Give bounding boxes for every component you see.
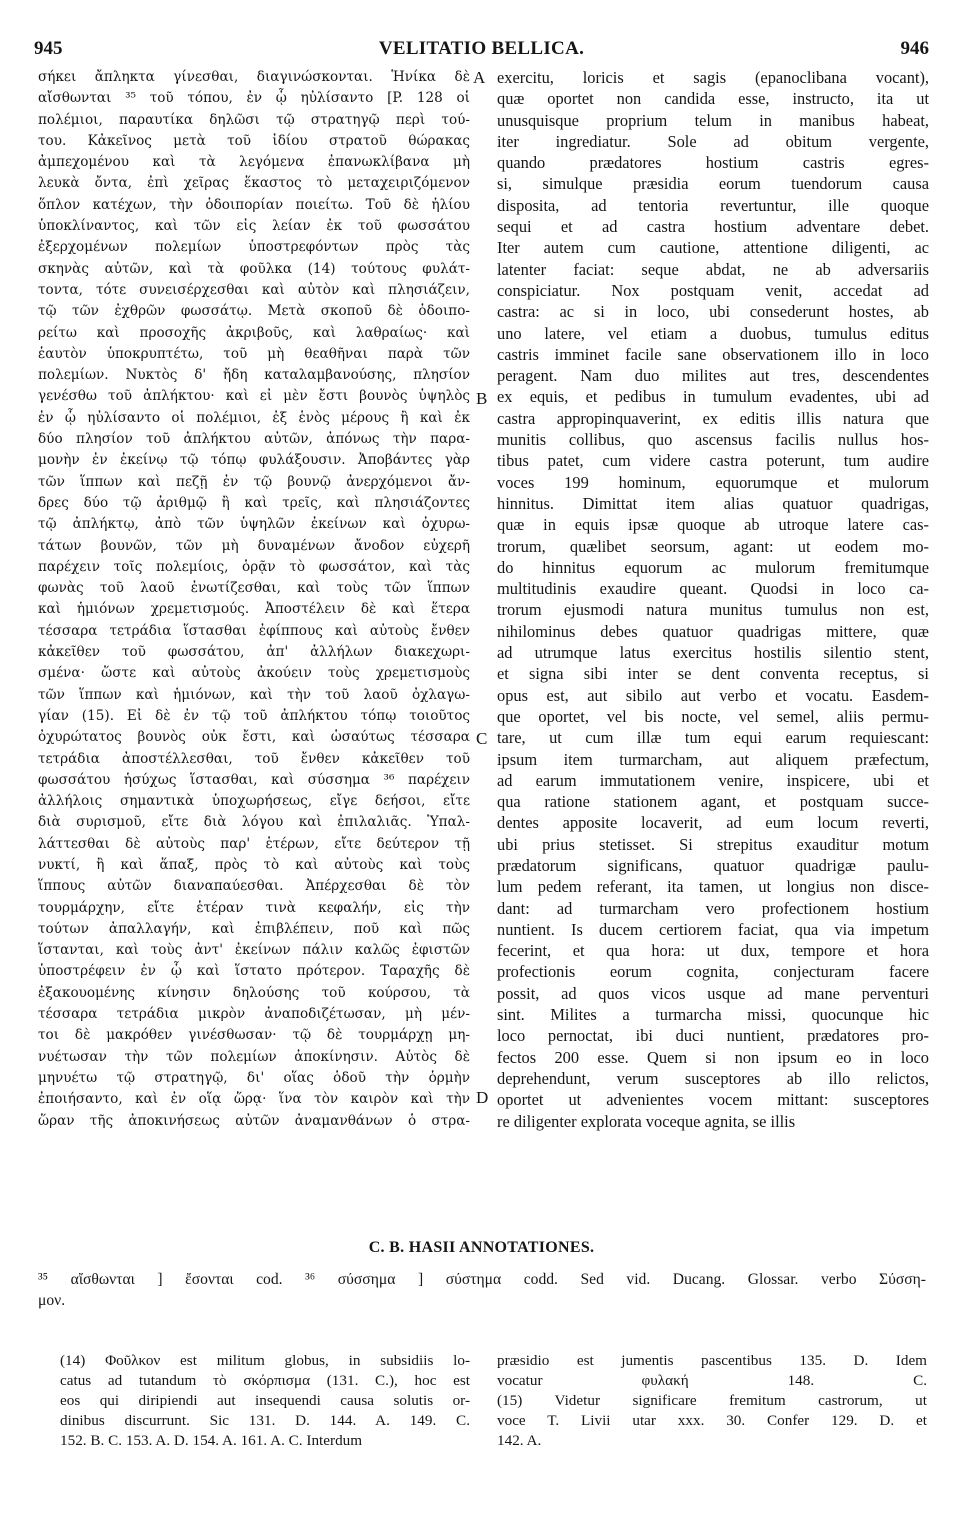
latin-text-line: quando prædatores hostium castris egres- <box>497 153 929 173</box>
latin-text-line: nuntient. Is ducem certiorem faciat, qua via impetum <box>497 919 929 939</box>
note-line: (14) Φοῦλκον est militum globus, in subsidiis lo- <box>60 1352 470 1369</box>
greek-text-line: ἐν ᾧ ηὐλίσαντο οἱ πολέμιοι, ἐξ ἑνὸς μέρους ἢ καὶ ἐκ <box>38 409 470 426</box>
note-line: eos qui diripiendi aut insequendi causa solutis or- <box>60 1392 470 1409</box>
latin-text-line: ad utrumque latus exercitus hostilis silentio stent, <box>497 643 929 663</box>
greek-text-line: τούτων ἀπαλλαγήν, καὶ ἐπιβλέπειν, ποῦ καὶ πῶς <box>38 920 470 937</box>
greek-text-line: ὅπλον κατέχων, τὴν ὁδοιπορίαν ποιείτω. Τοῦ δὲ ἡλίου <box>38 196 470 213</box>
annotation-notes-left <box>60 1351 470 1451</box>
greek-text-line: γενέσθω τοῦ ἀπλήκτου· καὶ εἰ μὲν ἔστι βουνὸς ὑψηλὸς <box>38 388 470 405</box>
latin-text-line: profectionis eorum cognita, conjecturam facere <box>497 962 929 982</box>
note-line: 152. B. C. 153. A. D. 154. A. 161. A. C. Interdum <box>60 1432 363 1449</box>
latin-text-line: munitis collibus, quo ascensus facilis nullus hos- <box>497 430 929 450</box>
latin-text-line: ipsum item turmarcham, aut aliquem præfectum, <box>497 749 929 769</box>
latin-text-line: fecerint, et qua hora: ut dux, tempore et hora <box>497 941 929 961</box>
note-line: catus ad tutandum τὸ σκόρπισμα (131. C.), hoc est <box>60 1372 470 1389</box>
greek-text-line: σκηνὰς αὐτῶν, καὶ τὰ φοῦλκα (14) τούτους φυλάτ- <box>38 260 470 277</box>
running-header <box>34 38 929 64</box>
latin-text-line: multitudinis exaudire queant. Quodsi in loco ca- <box>497 579 929 599</box>
latin-text-line: disposita, ad tentoria revertuntur, ille quoque <box>497 195 929 215</box>
greek-text-line: πολέμιοι, παραυτίκα δηλῶσι τῷ στρατηγῷ περὶ τού- <box>38 111 470 128</box>
note-line: vocatur φυλακή 148. C. <box>497 1372 927 1389</box>
greek-text-line: νυκτί, ἢ καὶ ἅπαξ, πρὸς τὸ καὶ αὐτοὺς καὶ τοὺς <box>38 856 470 873</box>
greek-text-line: δρες δύο τῷ ἀριθμῷ ἢ καὶ τρεῖς, καὶ πλησιάζοντες <box>38 494 470 511</box>
latin-text-line: et signa sibi inter se dent conventa receptus, si <box>497 664 929 684</box>
latin-text-line: voces 199 hominum, equorumque et mulorum <box>497 472 929 492</box>
page-number-left: 945 <box>34 38 63 59</box>
greek-text-line: σήκει ἄπληκτα γίνεσθαι, διαγινώσκονται. Ἡνίκα δὲ <box>38 69 470 85</box>
greek-text-line: αἴσθωνται ³⁵ τοῦ τόπου, ἐν ᾧ ηὐλίσαντο [P. 128 οἱ <box>38 90 470 107</box>
margin-letter-a: A <box>473 68 486 87</box>
greek-text-line: τάτων βουνῶν, τῶν μὴ δυναμένων ἄνοδον εὐχερῆ <box>38 537 470 554</box>
greek-text-line: ὑποκλίναντος, καὶ τῶν εἰς λείαν ἐκ τοῦ φωσσάτου <box>38 218 470 235</box>
annotations-heading: C. B. HASII ANNOTATIONES. <box>368 1239 595 1256</box>
latin-text-line: tare, ut cum illæ tum equi earum requiescant: <box>497 728 929 748</box>
greek-text-line: τουρμάρχην, εἴτε ἑτέραν τινὰ κεφαλήν, εἰς τὴν <box>38 899 470 916</box>
margin-letter-b: B <box>476 389 488 408</box>
greek-text-line: τέσσαρα τετράδια μικρὸν ἀναποδιζέτωσαν, μὴ μέν- <box>38 1006 470 1023</box>
note-line: (15) Videtur significare fremitum castrorum, ut <box>497 1392 927 1409</box>
latin-text-line: iter ingrediatur. Sole ad obitum vergente, <box>497 131 929 151</box>
greek-text-line: πολεμίων. Νυκτὸς δ' ἤδη καταλαμβανούσης, πλησίον <box>38 367 470 384</box>
greek-text-line: λάττεσθαι δὲ αὐτοὺς παρ' ἑτέρων, εἴτε δεύτερον τῇ <box>38 835 470 852</box>
latin-text-line: peragent. Nam duo milites aut tres, descendentes <box>497 366 929 386</box>
latin-text-line: exercitu, loricis et sagis (epanoclibana vocant), <box>497 68 929 87</box>
latin-text-line: prædatorum significans, quatuor quadrigæ paulu- <box>497 855 929 875</box>
greek-text-line: φωνὰς τοῦ λαοῦ ἐνωτίζεσθαι, καὶ τοὺς τῶν ἵππων <box>38 580 470 597</box>
latin-text-line: trorum ejusmodi natura munitus tumulus non est, <box>497 600 929 620</box>
latin-text-line: castra appropinquaverint, ex editis illis natura que <box>497 408 929 428</box>
latin-text-line: quæ oportet non candida esse, instructo, ita ut <box>497 89 929 109</box>
greek-text-line: ὥραν τῆς ἀποκινήσεως αὐτῶν ἀναμανθάνων ὁ στρα- <box>38 1112 470 1129</box>
greek-text-line: γίαν (15). Εἰ δὲ ἐν τῷ τοῦ ἀπλήκτου τόπῳ τοιοῦτος <box>38 707 470 724</box>
latin-text-line: lum pedem referant, ita tamen, ut longius non disce- <box>497 877 929 897</box>
latin-text-line: que oportet, vel bis nocte, vel semel, aliis permu- <box>497 706 929 726</box>
greek-text-line: τοι δὲ μακρόθεν γινέσθωσαν· τῷ δὲ τουρμάρχῃ μη- <box>38 1027 470 1044</box>
greek-text-line: παρέχειν τοῖς πολεμίοις, ὁρᾷν τὸ φωσσάτον, καὶ τὰς <box>38 558 470 575</box>
critical-footnotes <box>38 1269 926 1311</box>
latin-text-line: conspiciatur. Nox postquam venit, accedat ad <box>497 280 929 300</box>
running-title: VELITATIO BELLICA. <box>378 38 585 59</box>
greek-text-line: λευκὰ ὄντα, ἐπὶ χεῖρας ἕκαστος τὸ μεταχειριζόμενον <box>38 175 470 192</box>
latin-text-line: do hinnitus equorum ac mulorum fremitumque <box>497 557 929 577</box>
greek-text-line: δύο πλησίον τοῦ ἀπλήκτου αὐτῶν, ἀπόνως τὴν παρα- <box>38 431 470 448</box>
page-number-right: 946 <box>900 38 929 59</box>
greek-text-line: του. Κἀκεῖνος μετὰ τοῦ ἰδίου στρατοῦ θώρακας <box>38 132 470 149</box>
latin-text-line: loco pernoctat, ibi duci nuntient, prædatores pro- <box>497 1026 929 1046</box>
greek-text-line: φωσσάτου ἡσύχως ἵστασθαι, καὶ σύσσημα ³⁶ παρέχειν <box>38 771 470 788</box>
latin-text-line: qua ratione stationem agant, et postquam succe- <box>497 792 929 812</box>
latin-text-line: castris imminet facile sane observationem illo in loco <box>497 344 929 364</box>
latin-text-line: ad earum immutationem venire, inspicere, ubi et <box>497 770 929 790</box>
latin-text-line: dentes apposite locaverit, ad eum locum reverti, <box>497 813 929 833</box>
greek-text-line: νυέτωσαν τὴν τῶν πολεμίων ἀποκίνησιν. Αὐτὸς δὲ <box>38 1048 470 1065</box>
greek-text-line: μηνυέτω τῷ στρατηγῷ, δι' οἵας ὁδοῦ τὴν ὁρμὴν <box>38 1069 470 1086</box>
greek-text-line: ὀχυρώτατος βουνὸς οὐκ ἔστι, καὶ ὡσαύτως τέσσαρα <box>38 729 470 746</box>
note-line: dinibus discurrunt. Sic 131. D. 144. A. 149. C. <box>60 1412 470 1429</box>
greek-text-line: ἐποιήσαντο, καὶ ἐν οἵᾳ ὥρᾳ· ἵνα τὸν καιρὸν καὶ τὴν <box>38 1091 470 1108</box>
annotation-notes-right <box>497 1351 927 1451</box>
latin-text-line: latenter faciat: seque abdat, ne ab adversariis <box>497 259 929 279</box>
latin-text-line: si, simulque præsidia eorum tuendorum causa <box>497 174 929 194</box>
latin-text-line: nihilominus debes quatuor quadrigas mittere, quæ <box>497 621 929 641</box>
greek-text-line: ρείτω καὶ προσοχῆς ἀκριβοῦς, καὶ λαθραίως· καὶ <box>38 324 470 341</box>
latin-text-line: dant: ad turmarcham vero profectionem hostium <box>497 898 929 918</box>
greek-text-line: καὶ ἡμιόνων χρεμετισμούς. Ἀποστέλειν δὲ καὶ ἕτερα <box>38 601 470 618</box>
greek-text-line: ἐξακουομένης κίνησιν δηλούσης τοῦ κούρσου, τὰ <box>38 984 470 1001</box>
greek-text-line: ἐξερχομένων πολεμίων ὑποστρεφόντων πρὸς τὰς <box>38 239 470 256</box>
greek-text-line: σμένα· ὥστε καὶ αὐτοὺς ἀκούειν τοὺς χρεμετισμοὺς <box>38 665 470 682</box>
footnote-line: ³⁵ αἴσθωνται ] ἔσονται cod. ³⁶ σύσσημα ] σύστημα codd. Sed vid. Ducang. Glossar. verbo Σύσση- <box>38 1271 926 1288</box>
latin-text-line: castra: ac si in loco, ubi consederunt hostes, ab <box>497 302 929 322</box>
latin-text-line: quæ in equis ipsæ quoque ab utroque latere cas- <box>497 515 929 535</box>
latin-text-line: oportet ut advenientes vocem mittant: susceptores <box>497 1090 929 1110</box>
latin-text-line: re diligenter explorata voceque agnita, se illis <box>497 1111 796 1131</box>
greek-text-line: κἀκεῖθεν τοῦ φωσσάτου, ἀπ' ἀλλήλων διακεχωρι- <box>38 644 470 661</box>
greek-text-line: ἑαυτὸν ὑποκρυπτέτω, τοῦ μὴ θεαθῆναι παρὰ τῶν <box>38 345 470 362</box>
latin-text-line: unusquisque proprium telum in manibus habeat, <box>497 110 929 130</box>
note-line: voce T. Livii utar xxx. 30. Confer 129. D. et <box>497 1412 927 1429</box>
greek-text-line: διὰ συρισμοῦ, εἴτε διὰ λόγου καὶ ἐπιλαλιᾶς. Ὑπαλ- <box>38 814 470 831</box>
greek-text-line: τῷ ἀπλήκτῳ, ἀπὸ τῶν ὑψηλῶν ἐκείνων καὶ ὀχυρω- <box>38 516 470 533</box>
latin-text-line: ex equis, et pedibus in tumulum evadentes, ubi ad <box>497 387 929 407</box>
greek-text-line: ἵππους αὐτῶν διαναπαύεσθαι. Ἀπέρχεσθαι δὲ τὸν <box>38 878 470 895</box>
greek-text-line: τῶν ἵππων καὶ ἡμιόνων, καὶ τὴν τοῦ λαοῦ ὀχλαγω- <box>38 686 470 703</box>
margin-letter-c: C <box>476 729 488 748</box>
latin-text-line: deprehendunt, verum susceptores ab illo relictos, <box>497 1068 929 1088</box>
note-line: præsidio est jumentis pascentibus 135. D. Idem <box>497 1352 927 1369</box>
latin-text-line: tibus patet, cum videre castra poterunt, tum audire <box>497 451 929 471</box>
latin-text-line: possit, ad quos vicos usque ad mane perventuri <box>497 983 929 1003</box>
greek-text-line: ἀλλήλοις σημαντικὰ ὑποχωρήσεως, εἴγε δεήσοι, εἴτε <box>38 793 470 810</box>
latin-text-line: ubi prius stetisset. Si strepitus exauditur motum <box>497 834 929 854</box>
latin-text-line: sint. Milites a turmarcha missi, quocunque hic <box>497 1005 929 1025</box>
greek-text-line: ὑποστρέφειν ἐν ᾧ καὶ ἵστατο πρότερον. Ταραχῆς δὲ <box>38 963 470 980</box>
latin-text-column <box>497 67 929 1132</box>
latin-text-line: trorum, quælibet seorsum, agant: ut eodem mo- <box>497 536 929 556</box>
greek-text-line: τῶν ἵππων καὶ πεζῇ ἐν τῷ βουνῷ ἀνερχόμενοι ἄν- <box>38 473 470 490</box>
latin-text-line: fectos 200 esse. Quem si non ipsum eo in loco <box>497 1047 929 1067</box>
greek-text-line: μονὴν ἐν ἐκείνῳ τῷ τόπῳ φυλάξουσιν. Ἀποβάντες γὰρ <box>38 452 470 469</box>
margin-letter-d: D <box>476 1088 489 1107</box>
latin-text-line: Iter autem cum cautione, attentione diligenti, ac <box>497 238 929 258</box>
greek-text-column <box>38 67 470 1132</box>
latin-text-line: hinnitus. Dimittat item alias quatuor quadrigas, <box>497 493 929 513</box>
greek-text-line: τοντα, τότε συνεισέρχεσθαι καὶ αὐτὸν καὶ πλησιάζειν, <box>38 281 470 298</box>
greek-text-line: τῷ τῶν ἐχθρῶν φωσσάτῳ. Μετὰ σκοποῦ δὲ ὁδοιπο- <box>38 303 470 320</box>
greek-text-line: ἀμπεχομένου καὶ τὰ λεγόμενα ἐπανωκλίβανα μὴ <box>38 154 470 171</box>
latin-text-line: opus est, aut sibilo aut verbo et vocatu. Easdem- <box>497 685 929 705</box>
note-line: 142. A. <box>497 1432 542 1449</box>
greek-text-line: τετράδια ἀποστέλλεσθαι, τοῦ ἔνθεν κἀκεῖθεν τοῦ <box>38 750 470 767</box>
footnote-line: μον. <box>38 1292 66 1309</box>
greek-text-line: τέσσαρα τετράδια ἵστασθαι ἐφίππους καὶ αὐτοὺς ἔνθεν <box>38 622 470 639</box>
greek-text-line: ἵστανται, καὶ τοὺς ἀντ' ἐκείνων πάλιν καλῶς ἐφιστῶν <box>38 942 470 959</box>
latin-text-line: sequi et ad castra hostium adventare debet. <box>497 217 929 237</box>
latin-text-line: uno latere, vel etiam a duobus, tumulus editus <box>497 323 929 343</box>
